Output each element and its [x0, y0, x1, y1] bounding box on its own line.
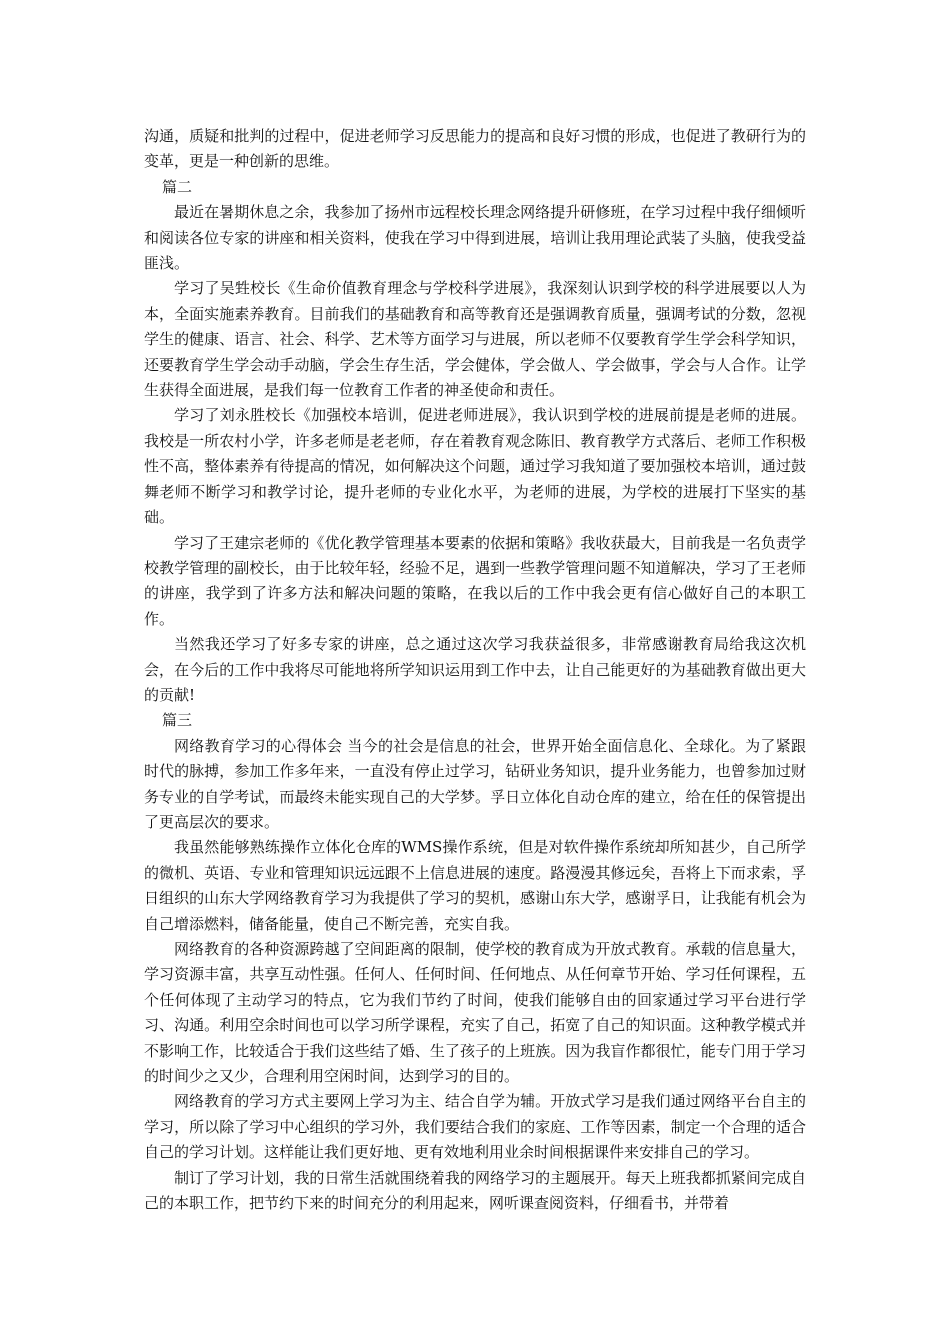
paragraph-5: 学习了王建宗老师的《优化教学管理基本要素的依据和策略》我收获最大，目前我是一名负责学校教学管理的副校长，由于比较年轻，经验不足，遇到一些教学管理问题不知道解决，学习了王老师的讲座，我学到了许多方法和解决问题的策略，在我以后的工作中我会更有信心做好自己的本职工作。: [144, 533, 806, 628]
paragraph-3: 学习了吴甡校长《生命价值教育理念与学校科学进展》，我深刻认识到学校的科学进展要以人为本，全面实施素养教育。目前我们的基础教育和高等教育还是强调教育质量，强调考试的分数，忽视学生的健康、语言、社会、科学、艺术等方面学习与进展，所以老师不仅要教育学生学会科学知识，还要教育学生学会动手动脑，学会生存生活，学会健体，学会做人、学会做事，学会与人合作。让学生获得全面进展，是我们每一位教育工作者的神圣使命和责任。: [144, 279, 806, 400]
paragraph-1: 沟通，质疑和批判的过程中，促进老师学习反思能力的提高和良好习惯的形成，也促进了教研行为的变革，更是一种创新的思维。: [144, 127, 806, 171]
paragraph-11: 制订了学习计划，我的日常生活就围绕着我的网络学习的主题展开。每天上班我都抓紧间完成自己的本职工作，把节约下来的时间充分的利用起来，网听课查阅资料，仔细看书，并带着: [144, 1168, 806, 1213]
paragraph-6: 当然我还学习了好多专家的讲座，总之通过这次学习我获益很多，非常感谢教育局给我这次机会，在今后的工作中我将尽可能地将所学知识运用到工作中去，让自己能更好的为基础教育做出更大的贡献!: [144, 635, 806, 704]
paragraph-8: 我虽然能够熟练操作立体化仓库的WMS操作系统，但是对软件操作系统却所知甚少，自己所学的微机、英语、专业和管理知识远远跟不上信息进展的速度。路漫漫其修远矣，吾将上下而求索，孚日组织的山东大学网络教育学习为我提供了学习的契机，感谢山东大学，感谢孚日，让我能有机会为自己增添燃料，储备能量，使自己不断完善，充实自我。: [144, 838, 806, 933]
document-page: [144, 124, 806, 1216]
paragraph-10: 网络教育的学习方式主要网上学习为主、结合自学为辅。开放式学习是我们通过网络平台自主的学习，所以除了学习中心组织的学习外，我们要结合我们的家庭、工作等因素，制定一个合理的适合自己的学习计划。这样能让我们更好地、更有效地利用业余时间根据课件来安排自己的学习。: [144, 1092, 806, 1162]
paragraph-7: 网络教育学习的心得体会 当今的社会是信息的社会，世界开始全面信息化、全球化。为了紧跟时代的脉搏，参加工作多年来，一直没有停止过学习，钻研业务知识，提升业务能力，也曾参加过财务专业的自学考试，而最终未能实现自己的大学梦。孚日立体化自动仓库的建立，给在任的保管提出了更高层次的要求。: [144, 736, 806, 831]
paragraph-4: 学习了刘永胜校长《加强校本培训，促进老师进展》，我认识到学校的进展前提是老师的进展。我校是一所农村小学，许多老师是老老师，存在着教育观念陈旧、教育教学方式落后、老师工作积极性不高，整体素养有待提高的情况，如何解决这个问题，通过学习我知道了要加强校本培训，通过鼓舞老师不断学习和教学讨论，提升老师的专业化水平，为老师的进展，为学校的进展打下坚实的基础。: [144, 406, 806, 527]
section-heading-2: 篇二: [162, 177, 193, 196]
paragraph-9: 网络教育的各种资源跨越了空间距离的限制，使学校的教育成为开放式教育。承载的信息量大，学习资源丰富，共享互动性强。任何人、任何时间、任何地点、从任何章节开始、学习任何课程，五个任何体现了主动学习的特点，它为我们节约了时间，使我们能够自由的回家通过学习平台进行学习、沟通。利用空余时间也可以学习所学课程，充实了自己，拓宽了自己的知识面。这种教学模式并不影响工作，比较适合于我们这些结了婚、生了孩子的上班族。因为我盲作都很忙，能专门用于学习的时间少之又少，合理利用空闲时间，达到学习的目的。: [144, 940, 806, 1086]
section-heading-3: 篇三: [162, 711, 193, 730]
paragraph-2: 最近在暑期休息之余，我参加了扬州市远程校长理念网络提升研修班，在学习过程中我仔细倾听和阅读各位专家的讲座和相关资料，使我在学习中得到进展，培训让我用理论武装了头脑，使我受益匪浅。: [144, 203, 806, 273]
